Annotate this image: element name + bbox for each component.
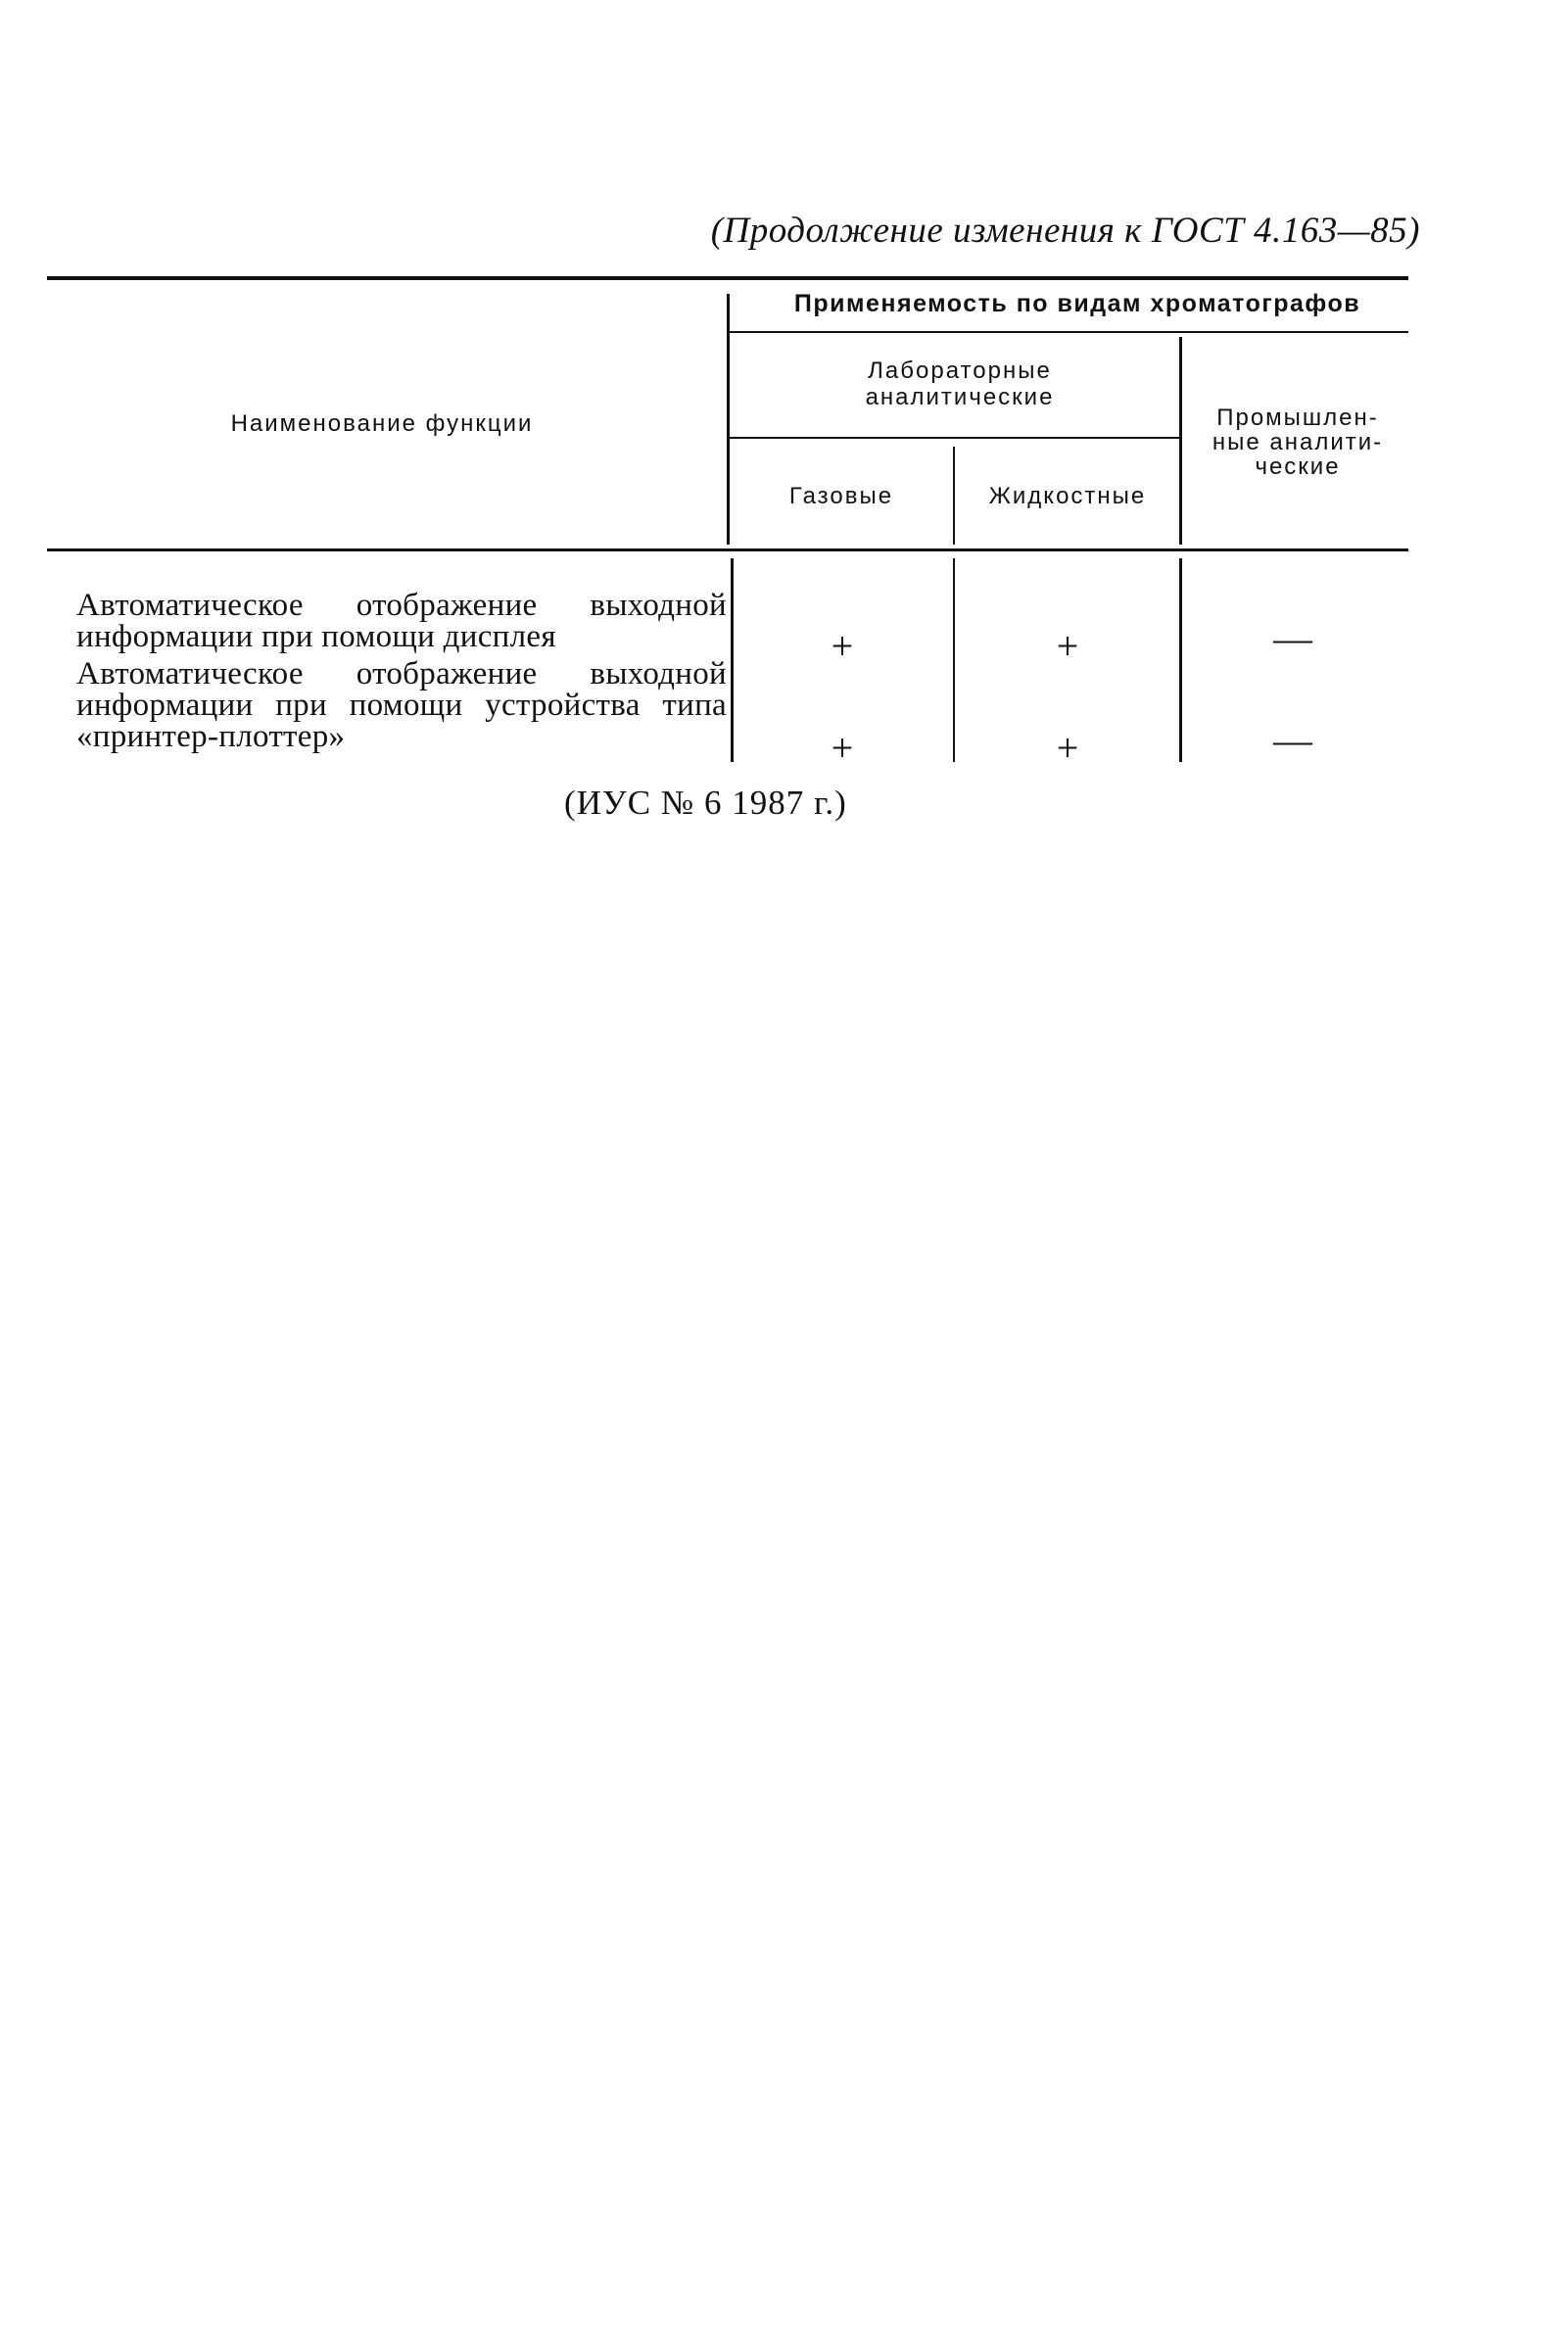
header-divider-function [727,294,730,545]
table-row-1-function: Автоматическое отображение выходной информации при помощи дисплея [76,588,727,654]
gas-column-header: Газовые [788,483,894,509]
header-divider-gas-liquid [953,447,955,545]
body-divider-industrial [1179,558,1182,762]
header-bottom-rule [47,548,1408,551]
industrial-analytical-header-text: Промышлен-ные аналити-ческие [1212,405,1384,481]
group-header-rule [729,331,1408,333]
table-row-2-function: Автоматическое отображение выходной информации при помощи устройства типа «принтер-плоттер» [76,656,727,754]
lab-group-rule [729,437,1179,439]
body-divider-gas-liquid [953,558,955,762]
liquid-column-header: Жидкостные [988,483,1147,509]
table-row-1-liquid: + [1056,624,1079,668]
table-row-2-gas: + [831,726,854,770]
body-divider-function [731,558,734,762]
applicability-group-header: Применяемость по видам хроматографов [793,290,1361,317]
source-note: (ИУС № 6 1987 г.) [564,784,847,822]
table-row-1-gas: + [831,624,854,668]
lab-analytical-header-text: Лабораторные аналитические [865,357,1055,410]
lab-analytical-header [774,358,1146,411]
industrial-analytical-header [1195,405,1401,480]
function-column-header: Наименование функции [230,410,534,437]
table-row-2-liquid: + [1056,726,1079,770]
header-divider-industrial [1179,337,1182,545]
table-row-2-industrial: — [1273,718,1312,762]
table-row-1-industrial: — [1273,616,1312,660]
table-top-rule [47,276,1408,280]
continuation-header: (Продолжение изменения к ГОСТ 4.163—85) [710,211,1420,251]
